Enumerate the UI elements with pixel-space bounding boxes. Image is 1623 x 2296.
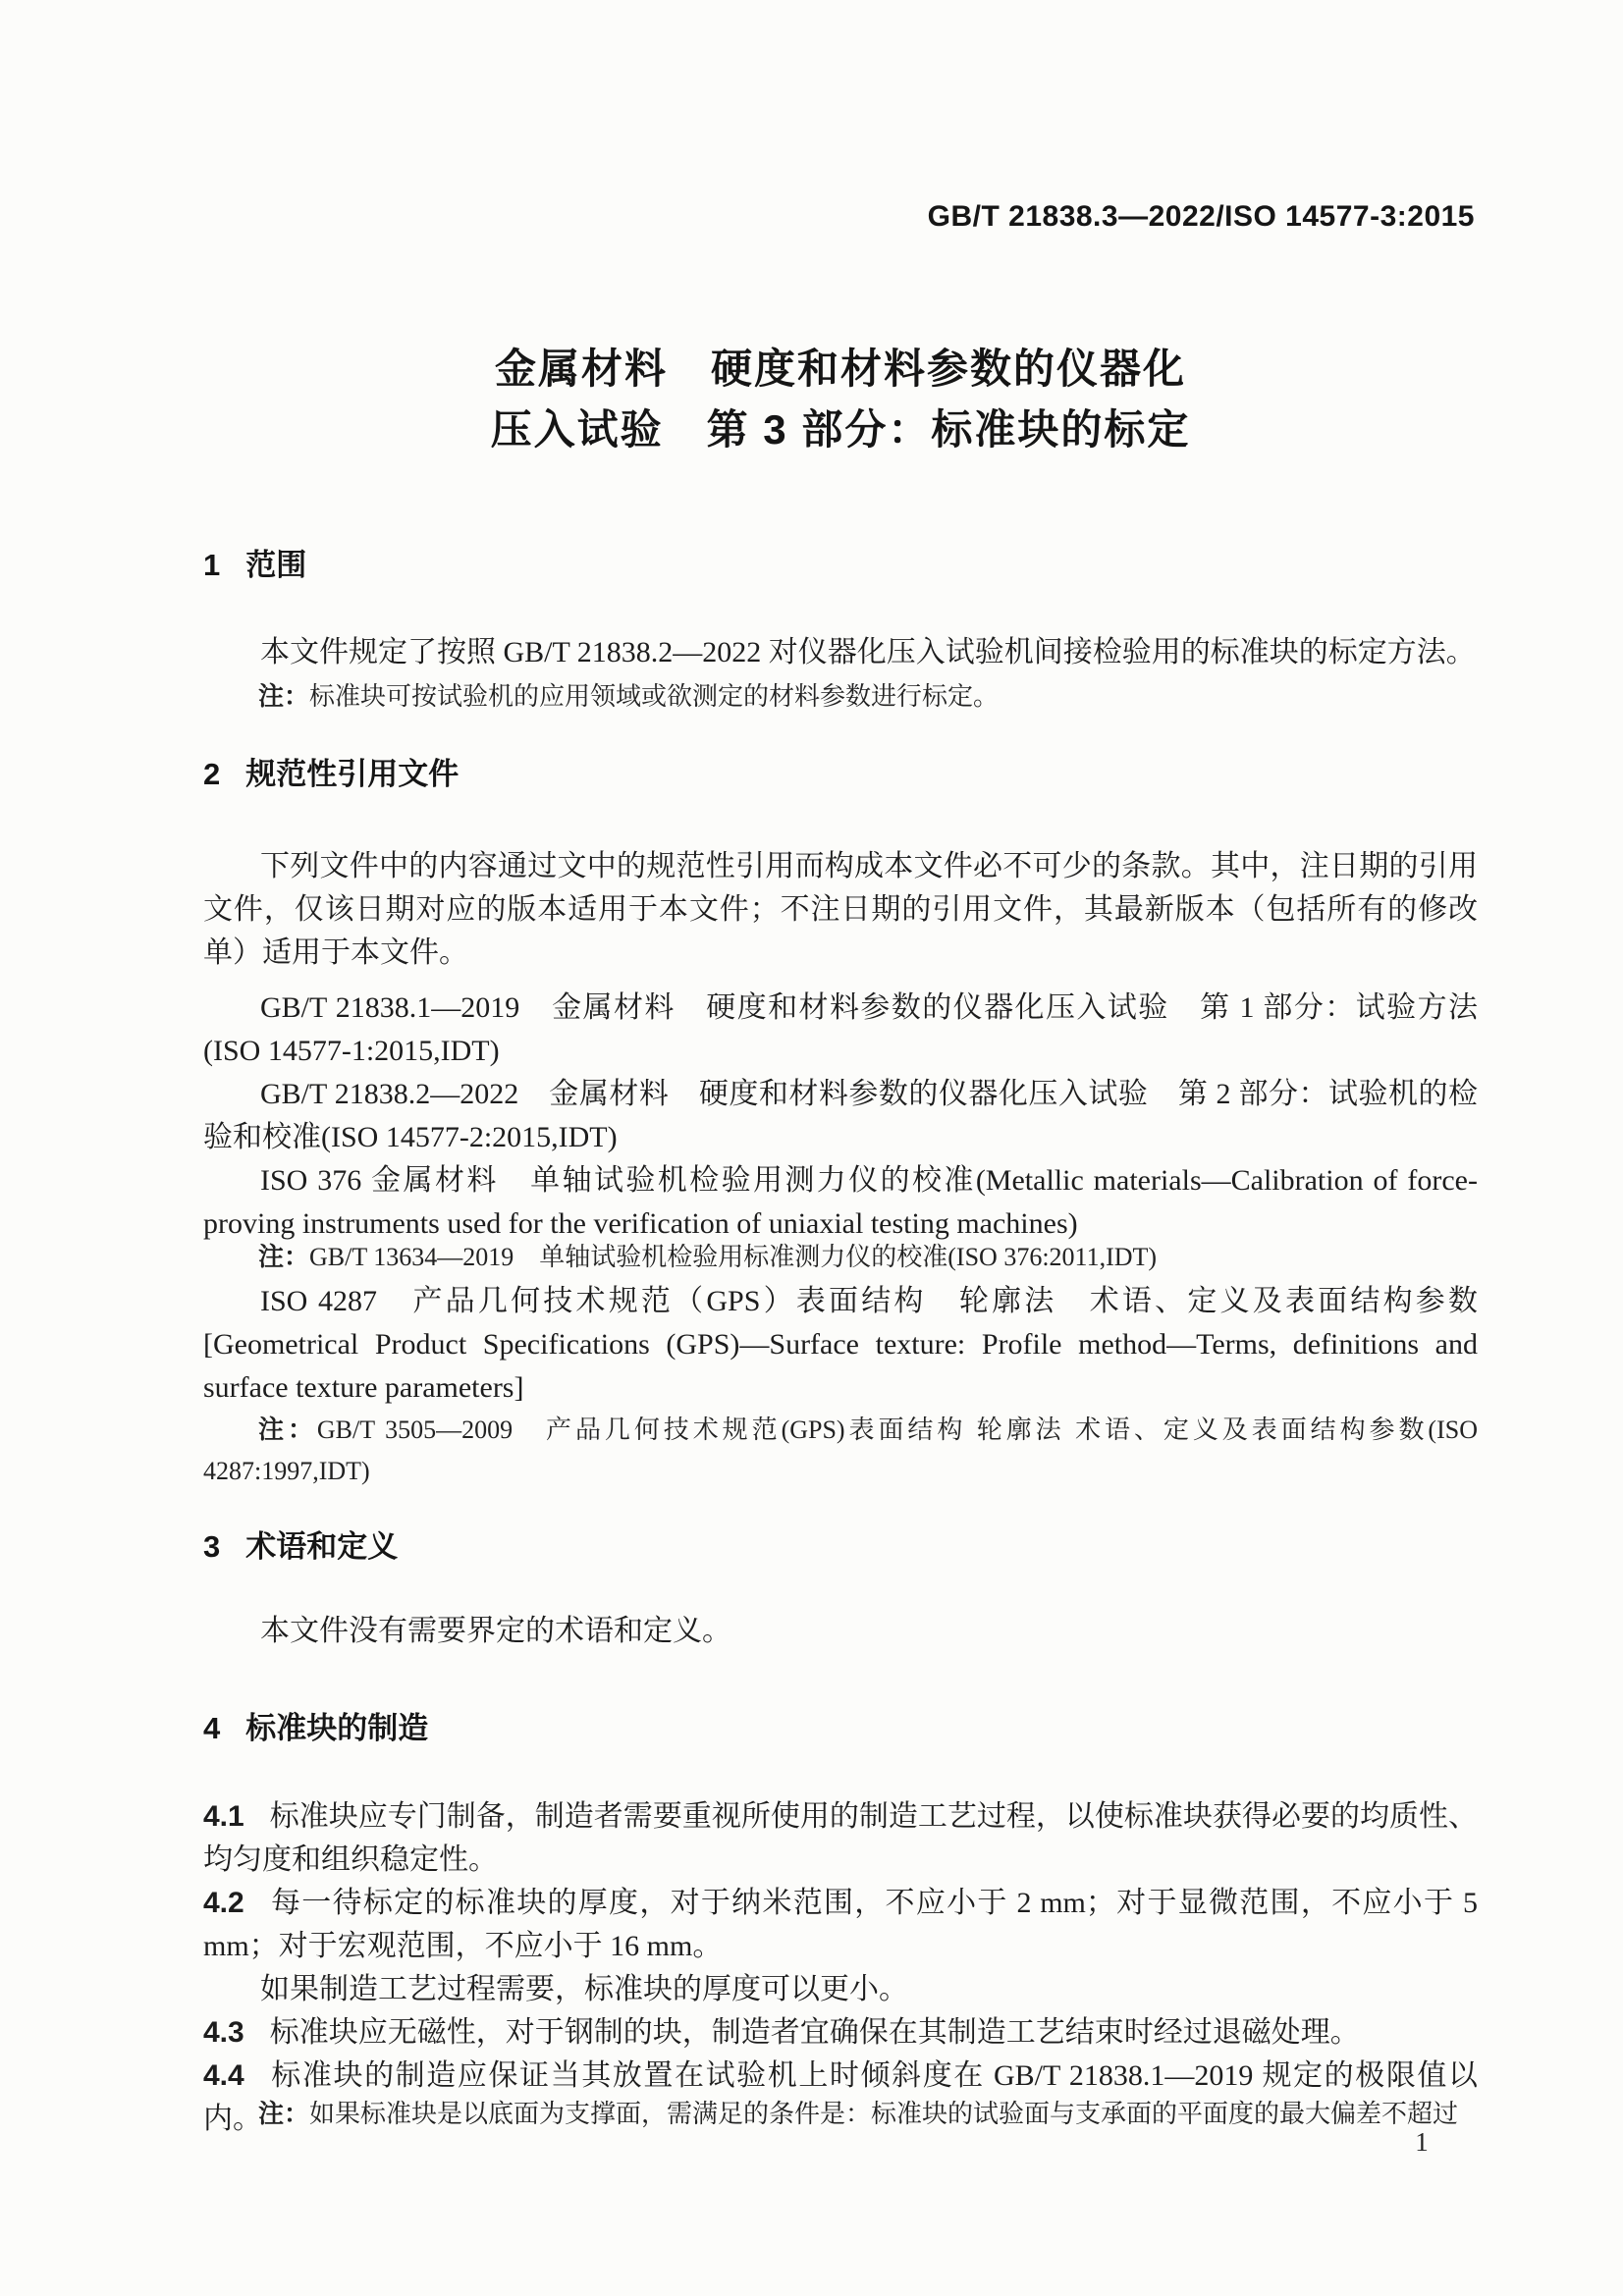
clause-4-4-note (203, 2093, 1478, 2135)
document-title-line1: 金属材料 硬度和材料参数的仪器化 (494, 346, 1186, 392)
section-2-title: 规范性引用文件 (245, 757, 460, 791)
clause-number: 4.4 (203, 2059, 244, 2092)
reference-entry-2: GB/T 21838.2—2022 金属材料 硬度和材料参数的仪器化压入试验 第 2 部分：试验机的检验和校准(ISO 14577-2:2015,IDT) (203, 1078, 1478, 1153)
note-label: 注： (258, 2099, 310, 2128)
section-4-number: 4 (203, 1711, 221, 1745)
section-2-intro: 下列文件中的内容通过文中的规范性引用而构成本文件必不可少的条款。其中，注日期的引用文件，仅该日期对应的版本适用于本文件；不注日期的引用文件，其最新版本（包括所有的修改单）适用于本文件。 (203, 850, 1478, 969)
reference-entry-1: GB/T 21838.1—2019 金属材料 硬度和材料参数的仪器化压入试验 第 1 部分：试验方法(ISO 14577-1:2015,IDT) (203, 991, 1478, 1067)
section-1-heading (203, 548, 1478, 583)
section-2-number: 2 (203, 757, 221, 791)
section-3-title: 术语和定义 (245, 1529, 399, 1564)
page-number: 1 (1415, 2127, 1429, 2157)
section-1-title: 范围 (245, 548, 307, 582)
reference-entry-4: ISO 4287 产品几何技术规范（GPS）表面结构 轮廓法 术语、定义及表面结构参数[Geometrical Product Specifications (GPS)—Surface texture: Profile method—Terms, definitions and surface texture parameters] (203, 1285, 1478, 1404)
clause-text: 标准块应无磁性，对于钢制的块，制造者宜确保在其制造工艺结束时经过退磁处理。 (269, 2016, 1360, 2049)
note-text: GB/T 13634—2019 单轴试验机检验用标准测力仪的校准(ISO 376:2011,IDT) (309, 1243, 1158, 1271)
section-4-title: 标准块的制造 (245, 1711, 429, 1745)
document-title (203, 339, 1478, 460)
clause-text: 标准块的制造应保证当其放置在试验机上时倾斜度在 GB/T 21838.1—2019 规定的极限值以内。 (203, 2059, 1478, 2135)
section-1-note (203, 675, 1478, 718)
clause-number: 4.1 (203, 1800, 244, 1833)
clause-4-1 (203, 1795, 1478, 1882)
note-label: 注： (258, 1415, 317, 1444)
clause-4-2-extra-paragraph: 如果制造工艺过程需要，标准块的厚度可以更小。 (260, 1973, 908, 2005)
clause-text: 标准块应专门制备，制造者需要重视所使用的制造工艺过程，以使标准块获得必要的均质性、均匀度和组织稳定性。 (203, 1800, 1478, 1876)
standard-code-header: GB/T 21838.3—2022/ISO 14577-3:2015 (927, 200, 1475, 233)
note-text: 标准块可按试验机的应用领域或欲测定的材料参数进行标定。 (309, 682, 1000, 711)
note-text: 如果标准块是以底面为支撑面，需满足的条件是：标准块的试验面与支承面的平面度的最大偏差不超过 (309, 2100, 1459, 2128)
clause-number: 4.3 (203, 2016, 244, 2049)
section-3-heading (203, 1529, 1478, 1565)
section-1-paragraph: 本文件规定了按照 GB/T 21838.2—2022 对仪器化压入试验机间接检验用的标准块的标定方法。 (260, 636, 1476, 668)
section-4-heading (203, 1711, 1478, 1746)
note-label: 注： (258, 681, 310, 711)
clause-text: 每一待标定的标准块的厚度，对于纳米范围，不应小于 2 mm；对于显微范围，不应小于 5 mm；对于宏观范围，不应小于 16 mm。 (203, 1887, 1478, 1962)
reference-note-1 (203, 1236, 1478, 1278)
section-1-number: 1 (203, 548, 221, 582)
note-label: 注： (258, 1242, 310, 1271)
reference-entry-3: ISO 376 金属材料 单轴试验机检验用测力仪的校准(Metallic materials—Calibration of force-proving instruments used for the verification of uniaxial testing machines) (203, 1164, 1478, 1240)
note-text: GB/T 3505—2009 产品几何技术规范(GPS)表面结构 轮廓法 术语、定义及表面结构参数(ISO 4287:1997,IDT) (203, 1415, 1478, 1485)
section-3-paragraph: 本文件没有需要界定的术语和定义。 (260, 1615, 731, 1647)
section-2-heading (203, 757, 1478, 792)
clause-number: 4.2 (203, 1887, 244, 1919)
section-3-number: 3 (203, 1529, 221, 1564)
clause-4-3 (203, 2011, 1478, 2055)
document-title-line2: 压入试验 第 3 部分：标准块的标定 (490, 406, 1191, 453)
reference-note-2 (203, 1409, 1478, 1492)
clause-4-2 (203, 1882, 1478, 1968)
